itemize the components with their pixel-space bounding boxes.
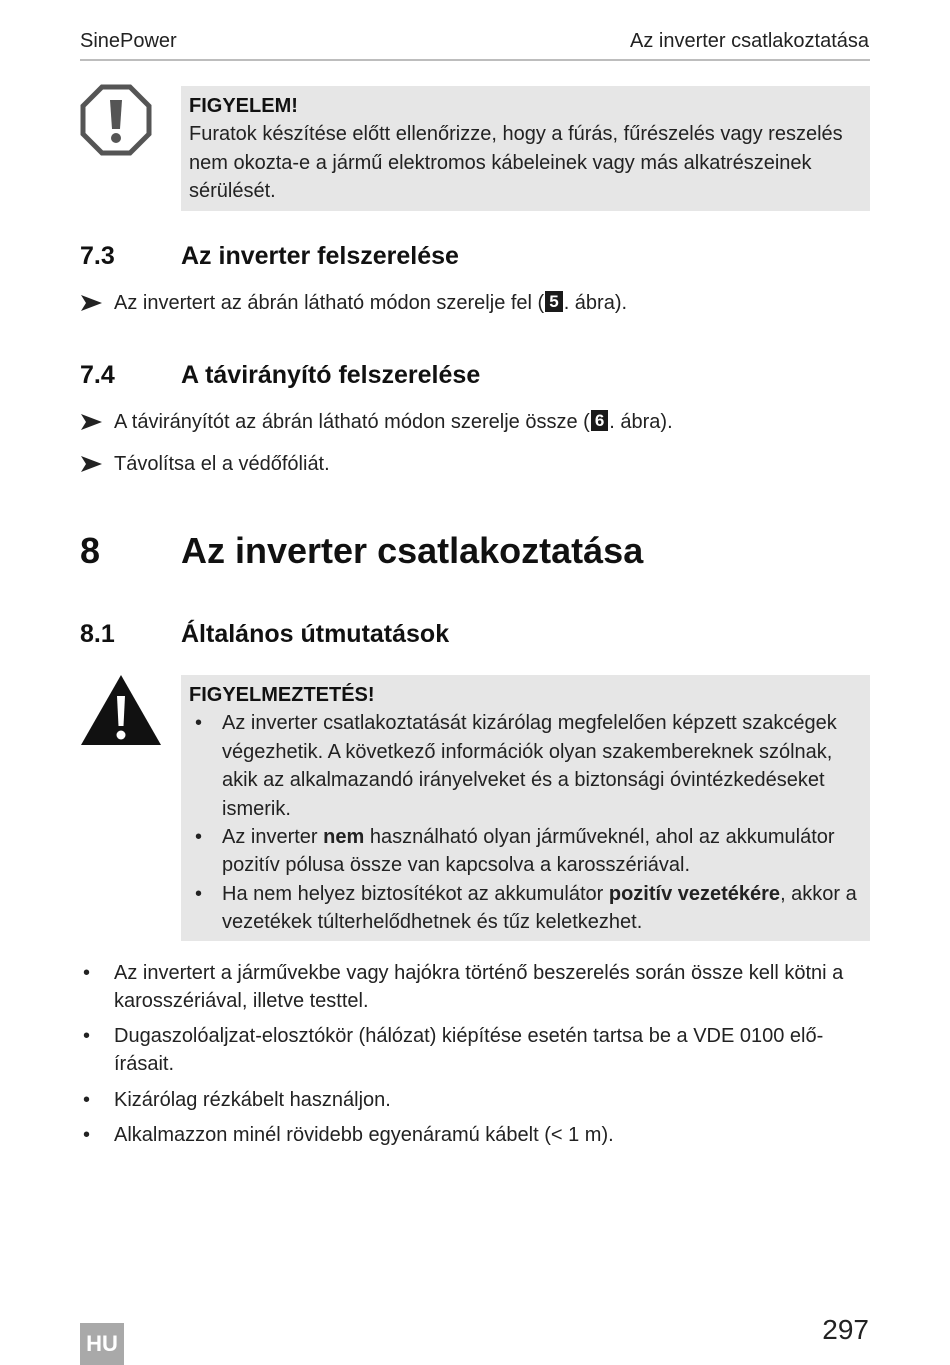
bullet-dot: • bbox=[83, 1089, 91, 1111]
section-7-3-heading bbox=[80, 242, 870, 276]
figure-reference-badge: 5 bbox=[545, 291, 562, 312]
octagon-exclamation-icon bbox=[80, 84, 152, 156]
step-text-end: . ábra). bbox=[563, 292, 628, 314]
section-8-1-heading bbox=[80, 620, 870, 654]
section-title: Általános útmutatások bbox=[181, 620, 450, 648]
arrow-right-icon bbox=[80, 408, 106, 444]
list-item-text: Kizárólag rézkábelt használjon. bbox=[114, 1089, 391, 1111]
warning-bullet-text: Ha nem helyez biztosítékot az akkumulátor bbox=[222, 882, 609, 905]
step-assemble-remote bbox=[80, 408, 870, 436]
list-item-text: Alkalmazzon minél rövidebb egyenáramú kábelt (< 1 m). bbox=[114, 1124, 614, 1146]
section-number: 7.4 bbox=[80, 361, 115, 389]
section-number: 7.3 bbox=[80, 242, 115, 270]
bullet-dot: • bbox=[195, 826, 203, 849]
warning-bullet bbox=[189, 880, 862, 937]
list-item bbox=[80, 1022, 870, 1078]
emphasis-text: nem bbox=[323, 826, 365, 849]
notice-text: Furatok készítése előtt ellenőrizze, hogy a fúrás, fűrészelés vagy reszelés nem okozta-e a jármű elektromos kábeleinek vagy más alkatrészeinek sérülését. bbox=[189, 123, 843, 203]
list-item-text: Dugaszolóaljzat-elosztókör (hálózat) kiépítése esetén tartsa be a VDE 0100 előírásait. bbox=[114, 1025, 824, 1075]
step-text-end: . ábra). bbox=[609, 411, 673, 433]
bullet-dot: • bbox=[83, 1124, 91, 1146]
arrow-right-icon bbox=[80, 450, 106, 486]
header-divider bbox=[80, 59, 870, 61]
running-header-product: SinePower bbox=[80, 30, 177, 52]
emphasis-text: pozitív vezetékére bbox=[608, 882, 781, 905]
warning-title: FIGYELMEZTETÉS! bbox=[189, 684, 375, 706]
section-title: Az inverter felszerelése bbox=[181, 242, 459, 270]
notice-box bbox=[181, 86, 870, 211]
figure-reference-badge: 6 bbox=[591, 410, 608, 431]
warning-bullet bbox=[189, 823, 862, 880]
warning-bullet-text-end: , akkor a vezetékek túlterhelődhetnek és tűz keletkezhet. bbox=[222, 882, 857, 934]
step-text: Távolítsa el a védőfóliát. bbox=[114, 453, 330, 475]
section-title: A távirányító felszerelése bbox=[181, 361, 481, 389]
section-7-4-heading bbox=[80, 361, 870, 395]
list-item bbox=[80, 1121, 870, 1149]
language-badge: HU bbox=[80, 1323, 124, 1365]
chapter-number: 8 bbox=[80, 530, 101, 571]
list-item bbox=[80, 1086, 870, 1114]
warning-bullet-text: Az inverter bbox=[222, 826, 324, 849]
bullet-dot: • bbox=[195, 882, 203, 905]
arrow-right-icon bbox=[80, 289, 106, 325]
notice-title: FIGYELEM! bbox=[189, 95, 298, 117]
bullet-dot: • bbox=[195, 712, 203, 735]
step-text: Az invertert az ábrán látható módon szerelje fel ( bbox=[114, 292, 545, 314]
running-header-chapter: Az inverter csatlakoztatása bbox=[630, 30, 869, 52]
step-text: A távirányítót az ábrán látható módon szerelje össze ( bbox=[114, 411, 590, 433]
warning-bullet-text: Az inverter csatlakoztatását kizárólag megfelelően képzett szakcégek végezhetik. A következő információk olyan szakembereknek szólnak, akik az alkalmazandó irányelveket és a biztonsági óvintézkedéseket ismerik. bbox=[222, 712, 837, 820]
page-number: 297 bbox=[822, 1314, 869, 1345]
step-remove-film bbox=[80, 450, 870, 478]
warning-bullet-text-end: használható olyan járműveknél, ahol az akkumulátor pozitív pólusa össze van kapcsolva a karosszériával. bbox=[222, 826, 835, 877]
chapter-title: Az inverter csatlakoztatása bbox=[181, 530, 644, 571]
bullet-dot: • bbox=[83, 1025, 91, 1047]
warning-triangle-icon bbox=[80, 674, 162, 746]
warning-bullet bbox=[189, 709, 862, 823]
list-item bbox=[80, 959, 870, 1015]
step-mount-inverter bbox=[80, 289, 870, 317]
list-item-text: Az invertert a járművekbe vagy hajókra történő beszerelés során össze kell kötni a karosszériával, illetve testtel. bbox=[114, 962, 844, 1012]
warning-box bbox=[181, 675, 870, 941]
chapter-8-heading bbox=[80, 530, 870, 576]
section-number: 8.1 bbox=[80, 620, 115, 648]
bullet-dot: • bbox=[83, 962, 91, 984]
